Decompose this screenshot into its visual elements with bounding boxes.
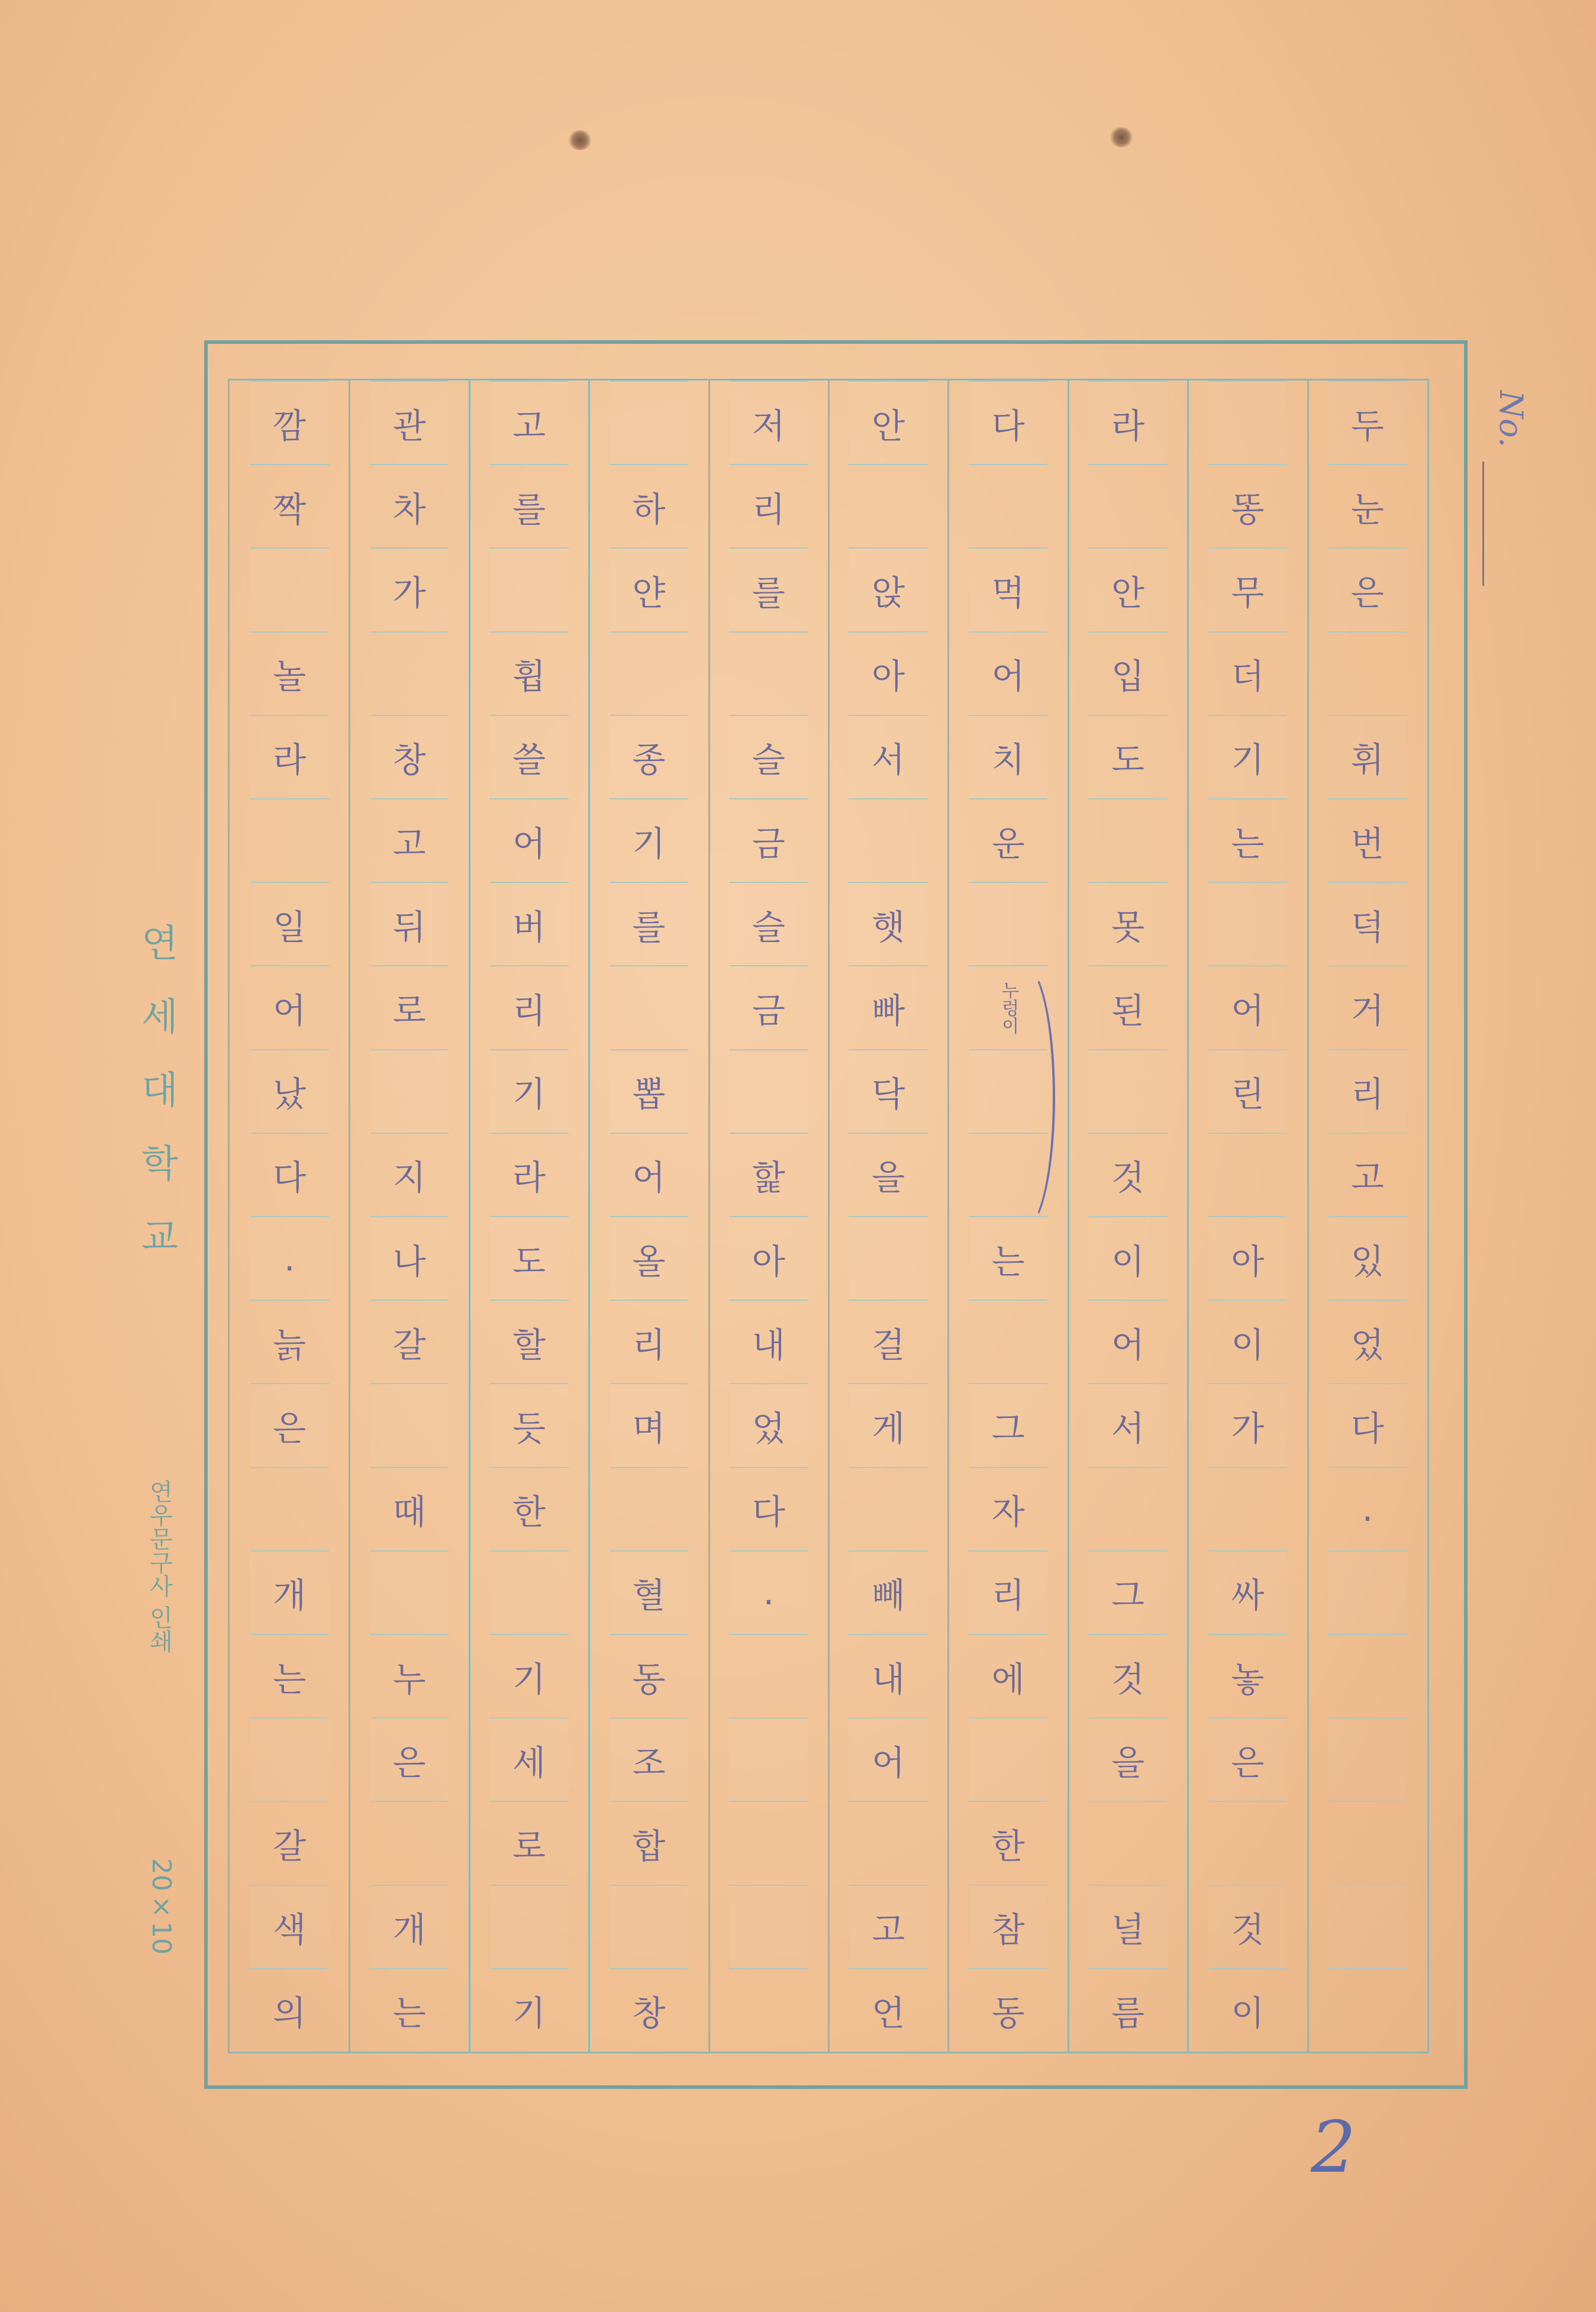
manuscript-cell: 리 bbox=[969, 1550, 1048, 1634]
manuscript-cell: 버 bbox=[489, 882, 569, 965]
manuscript-cell bbox=[1208, 1801, 1288, 1884]
manuscript-cell: 입 bbox=[1088, 631, 1168, 715]
manuscript-cell bbox=[370, 1550, 449, 1634]
manuscript-cell: 휘 bbox=[1328, 715, 1407, 798]
manuscript-cell: 지 bbox=[370, 1133, 449, 1216]
manuscript-cell bbox=[849, 798, 928, 882]
manuscript-cell bbox=[610, 381, 689, 464]
manuscript-cell: 금 bbox=[729, 965, 808, 1049]
manuscript-cell bbox=[489, 1550, 569, 1634]
manuscript-cell: 그 bbox=[1088, 1550, 1168, 1634]
manuscript-cell bbox=[729, 1634, 808, 1717]
manuscript-cell: 일 bbox=[250, 882, 329, 965]
manuscript-cell: 세 bbox=[489, 1717, 569, 1801]
manuscript-cell: 리 bbox=[489, 965, 569, 1049]
manuscript-cell: 창 bbox=[610, 1968, 689, 2052]
manuscript-cell: 뽑 bbox=[610, 1049, 689, 1133]
punch-hole-left bbox=[568, 130, 592, 150]
manuscript-cell: 어 bbox=[969, 631, 1048, 715]
manuscript-cell: 누 bbox=[370, 1634, 449, 1717]
printer-label: 연우문구사 인쇄 bbox=[146, 1479, 173, 1653]
manuscript-cell: 거 bbox=[1328, 965, 1407, 1049]
column-divider bbox=[469, 381, 470, 2052]
manuscript-column bbox=[1328, 381, 1407, 2052]
manuscript-cell: 서 bbox=[1088, 1383, 1168, 1466]
manuscript-cell bbox=[849, 1801, 928, 1884]
manuscript-cell bbox=[969, 464, 1048, 547]
manuscript-cell: 도 bbox=[1088, 715, 1168, 798]
manuscript-cell bbox=[969, 882, 1048, 965]
manuscript-cell: 올 bbox=[610, 1216, 689, 1300]
manuscript-cell: 은 bbox=[1328, 547, 1407, 631]
manuscript-cell: 관 bbox=[370, 381, 449, 464]
manuscript-cell: 개 bbox=[250, 1550, 329, 1634]
manuscript-cell: 더 bbox=[1208, 631, 1288, 715]
manuscript-cell: 싸 bbox=[1208, 1550, 1288, 1634]
manuscript-cell: 조 bbox=[610, 1717, 689, 1801]
manuscript-column bbox=[849, 381, 928, 2052]
manuscript-cell bbox=[969, 1717, 1048, 1801]
manuscript-column bbox=[370, 381, 449, 2052]
manuscript-cell: . bbox=[729, 1550, 808, 1634]
manuscript-cell: 갈 bbox=[370, 1300, 449, 1383]
manuscript-cell bbox=[1328, 1717, 1407, 1801]
manuscript-cell: 는 bbox=[250, 1634, 329, 1717]
manuscript-cell: 자 bbox=[969, 1467, 1048, 1550]
manuscript-cell: 기 bbox=[1208, 715, 1288, 798]
manuscript-cell: 게 bbox=[849, 1383, 928, 1466]
manuscript-cell: 차 bbox=[370, 464, 449, 547]
manuscript-cell: 다 bbox=[729, 1467, 808, 1550]
manuscript-cell: 을 bbox=[849, 1133, 928, 1216]
manuscript-cell: 라 bbox=[489, 1133, 569, 1216]
manuscript-cell bbox=[1208, 1467, 1288, 1550]
manuscript-cell: 기 bbox=[610, 798, 689, 882]
university-name: 연세대학교 bbox=[134, 923, 178, 1290]
manuscript-cell: 두 bbox=[1328, 381, 1407, 464]
manuscript-cell: 고 bbox=[849, 1885, 928, 1968]
manuscript-column bbox=[1208, 381, 1288, 2052]
manuscript-cell: 슬 bbox=[729, 882, 808, 965]
manuscript-cell bbox=[489, 1885, 569, 1968]
manuscript-cell: 때 bbox=[370, 1467, 449, 1550]
manuscript-cell: 이 bbox=[1208, 1300, 1288, 1383]
manuscript-cell: 눈 bbox=[1328, 464, 1407, 547]
manuscript-cell bbox=[610, 631, 689, 715]
manuscript-cell bbox=[1328, 1550, 1407, 1634]
manuscript-cell bbox=[1328, 1801, 1407, 1884]
manuscript-cell bbox=[250, 547, 329, 631]
manuscript-cell: 다 bbox=[250, 1133, 329, 1216]
manuscript-cell bbox=[849, 1467, 928, 1550]
manuscript-cell: 가 bbox=[1208, 1383, 1288, 1466]
manuscript-cell: 아 bbox=[1208, 1216, 1288, 1300]
manuscript-cell: 한 bbox=[489, 1467, 569, 1550]
manuscript-cell: 는 bbox=[1208, 798, 1288, 882]
manuscript-cell: 고 bbox=[489, 381, 569, 464]
manuscript-cell: . bbox=[1328, 1467, 1407, 1550]
manuscript-cell: 안 bbox=[849, 381, 928, 464]
manuscript-cell bbox=[1328, 1634, 1407, 1717]
manuscript-cell bbox=[250, 798, 329, 882]
manuscript-cell: 닥 bbox=[849, 1049, 928, 1133]
manuscript-cell bbox=[1208, 1133, 1288, 1216]
manuscript-cell: 것 bbox=[1088, 1133, 1168, 1216]
manuscript-cell: 놓 bbox=[1208, 1634, 1288, 1717]
manuscript-cell: 똥 bbox=[1208, 464, 1288, 547]
manuscript-column bbox=[489, 381, 569, 2052]
manuscript-cell: 어 bbox=[1088, 1300, 1168, 1383]
manuscript-cell: 색 bbox=[250, 1885, 329, 1968]
manuscript-cell bbox=[729, 1717, 808, 1801]
manuscript-cell: 를 bbox=[610, 882, 689, 965]
manuscript-cell bbox=[1088, 1801, 1168, 1884]
manuscript-cell bbox=[1088, 798, 1168, 882]
manuscript-cell bbox=[849, 464, 928, 547]
manuscript-cell: 라 bbox=[250, 715, 329, 798]
manuscript-cell: 이 bbox=[1208, 1968, 1288, 2052]
manuscript-cell: 빠 bbox=[849, 965, 928, 1049]
manuscript-cell: 어 bbox=[610, 1133, 689, 1216]
manuscript-cell: 로 bbox=[489, 1801, 569, 1884]
manuscript-cell: 도 bbox=[489, 1216, 569, 1300]
manuscript-cell: 혈 bbox=[610, 1550, 689, 1634]
manuscript-cell bbox=[729, 631, 808, 715]
manuscript-cell: 에 bbox=[969, 1634, 1048, 1717]
manuscript-cell bbox=[370, 1383, 449, 1466]
manuscript-cell: 로 bbox=[370, 965, 449, 1049]
column-divider bbox=[828, 381, 830, 2052]
manuscript-cell: 놀 bbox=[250, 631, 329, 715]
manuscript-cell: 앉 bbox=[849, 547, 928, 631]
manuscript-cell bbox=[1208, 882, 1288, 965]
manuscript-cell: 어 bbox=[1208, 965, 1288, 1049]
manuscript-cell: 빼 bbox=[849, 1550, 928, 1634]
manuscript-cell: 금 bbox=[729, 798, 808, 882]
manuscript-cell: 덕 bbox=[1328, 882, 1407, 965]
manuscript-cell: 갈 bbox=[250, 1801, 329, 1884]
manuscript-cell: 창 bbox=[370, 715, 449, 798]
manuscript-cell: 무 bbox=[1208, 547, 1288, 631]
manuscript-cell: 번 bbox=[1328, 798, 1407, 882]
manuscript-cell: 있 bbox=[1328, 1216, 1407, 1300]
manuscript-cell: 이 bbox=[1088, 1216, 1168, 1300]
manuscript-cell: 휩 bbox=[489, 631, 569, 715]
manuscript-cell: 얀 bbox=[610, 547, 689, 631]
manuscript-cell: 먹 bbox=[969, 547, 1048, 631]
manuscript-cell: 쓸 bbox=[489, 715, 569, 798]
manuscript-cell: 고 bbox=[370, 798, 449, 882]
manuscript-cell: 는 bbox=[370, 1968, 449, 2052]
manuscript-cell bbox=[610, 1467, 689, 1550]
column-divider bbox=[349, 381, 350, 2052]
manuscript-cell bbox=[729, 1885, 808, 1968]
manuscript-cell: 슬 bbox=[729, 715, 808, 798]
manuscript-cell: 다 bbox=[969, 381, 1048, 464]
manuscript-cell: 못 bbox=[1088, 882, 1168, 965]
manuscript-cell bbox=[1328, 631, 1407, 715]
manuscript-cell: 었 bbox=[729, 1383, 808, 1466]
manuscript-cell: 운 bbox=[969, 798, 1048, 882]
manuscript-cell: 핥 bbox=[729, 1133, 808, 1216]
column-divider bbox=[588, 381, 590, 2052]
manuscript-cell: 짝 bbox=[250, 464, 329, 547]
manuscript-cell bbox=[370, 1801, 449, 1884]
manuscript-cell bbox=[1328, 1885, 1407, 1968]
manuscript-cell: 것 bbox=[1208, 1885, 1288, 1968]
manuscript-cell: 것 bbox=[1088, 1634, 1168, 1717]
manuscript-cell: 기 bbox=[489, 1968, 569, 2052]
manuscript-cell: 나 bbox=[370, 1216, 449, 1300]
insertion-mark bbox=[994, 965, 1055, 1230]
manuscript-cell: 된 bbox=[1088, 965, 1168, 1049]
manuscript-cell: 을 bbox=[1088, 1717, 1168, 1801]
column-divider bbox=[1307, 381, 1309, 2052]
manuscript-cell bbox=[1088, 1467, 1168, 1550]
manuscript-cell: 동 bbox=[969, 1968, 1048, 2052]
manuscript-cell bbox=[1088, 464, 1168, 547]
punch-hole-right bbox=[1110, 127, 1133, 147]
manuscript-cell: 개 bbox=[370, 1885, 449, 1968]
manuscript-cell bbox=[1088, 1049, 1168, 1133]
manuscript-cell bbox=[849, 1216, 928, 1300]
manuscript-cell: 은 bbox=[370, 1717, 449, 1801]
manuscript-cell: 깜 bbox=[250, 381, 329, 464]
manuscript-cell bbox=[1328, 1968, 1407, 2052]
manuscript-cell: 서 bbox=[849, 715, 928, 798]
manuscript-cell: 를 bbox=[729, 547, 808, 631]
manuscript-cell: 내 bbox=[729, 1300, 808, 1383]
manuscript-cell: 어 bbox=[489, 798, 569, 882]
manuscript-cell bbox=[250, 1467, 329, 1550]
manuscript-cell: 언 bbox=[849, 1968, 928, 2052]
column-divider bbox=[947, 381, 949, 2052]
manuscript-cell: 기 bbox=[489, 1634, 569, 1717]
manuscript-cell: 하 bbox=[610, 464, 689, 547]
manuscript-cell: 누렁이 bbox=[969, 965, 1048, 1049]
manuscript-cell: 듯 bbox=[489, 1383, 569, 1466]
manuscript-cell: 를 bbox=[489, 464, 569, 547]
manuscript-cell bbox=[610, 1885, 689, 1968]
column-divider bbox=[1187, 381, 1189, 2052]
manuscript-cell: 다 bbox=[1328, 1383, 1407, 1466]
manuscript-cell: 널 bbox=[1088, 1885, 1168, 1968]
column-divider bbox=[1068, 381, 1069, 2052]
manuscript-cell: 며 bbox=[610, 1383, 689, 1466]
manuscript-cell: 리 bbox=[729, 464, 808, 547]
manuscript-cell bbox=[729, 1049, 808, 1133]
manuscript-column bbox=[1088, 381, 1168, 2052]
manuscript-cell: 한 bbox=[969, 1801, 1048, 1884]
manuscript-cell bbox=[969, 1300, 1048, 1383]
manuscript-cell: 걸 bbox=[849, 1300, 928, 1383]
column-divider bbox=[708, 381, 710, 2052]
manuscript-cell: 름 bbox=[1088, 1968, 1168, 2052]
manuscript-cell: 은 bbox=[1208, 1717, 1288, 1801]
manuscript-cell bbox=[610, 965, 689, 1049]
manuscript-cell bbox=[370, 1049, 449, 1133]
manuscript-cell: 어 bbox=[849, 1717, 928, 1801]
manuscript-cell: 뒤 bbox=[370, 882, 449, 965]
manuscript-cell: 동 bbox=[610, 1634, 689, 1717]
manuscript-cell bbox=[489, 547, 569, 631]
manuscript-cell: 치 bbox=[969, 715, 1048, 798]
manuscript-cell bbox=[729, 1801, 808, 1884]
manuscript-cell: 리 bbox=[610, 1300, 689, 1383]
manuscript-cell bbox=[250, 1717, 329, 1801]
manuscript-grid bbox=[228, 379, 1429, 2053]
manuscript-column bbox=[729, 381, 808, 2052]
manuscript-cell: 기 bbox=[489, 1049, 569, 1133]
manuscript-cell: 내 bbox=[849, 1634, 928, 1717]
manuscript-cell: 린 bbox=[1208, 1049, 1288, 1133]
manuscript-cell: 햇 bbox=[849, 882, 928, 965]
manuscript-column bbox=[610, 381, 689, 2052]
manuscript-cell: 리 bbox=[1328, 1049, 1407, 1133]
manuscript-cell: 났 bbox=[250, 1049, 329, 1133]
number-label: No. bbox=[1492, 391, 1530, 447]
manuscript-cell: 저 bbox=[729, 381, 808, 464]
manuscript-cell: . bbox=[250, 1216, 329, 1300]
manuscript-cell: 아 bbox=[849, 631, 928, 715]
manuscript-cell bbox=[729, 1968, 808, 2052]
manuscript-cell: 가 bbox=[370, 547, 449, 631]
number-underline bbox=[1482, 462, 1484, 586]
manuscript-cell: 의 bbox=[250, 1968, 329, 2052]
manuscript-cell: 라 bbox=[1088, 381, 1168, 464]
manuscript-cell: 고 bbox=[1328, 1133, 1407, 1216]
manuscript-cell: 안 bbox=[1088, 547, 1168, 631]
grid-size-label: 20×10 bbox=[146, 1858, 176, 1955]
manuscript-cell: 종 bbox=[610, 715, 689, 798]
manuscript-cell bbox=[370, 631, 449, 715]
manuscript-cell bbox=[1208, 381, 1288, 464]
manuscript-cell: 합 bbox=[610, 1801, 689, 1884]
manuscript-column bbox=[250, 381, 329, 2052]
manuscript-cell: 어 bbox=[250, 965, 329, 1049]
manuscript-cell: 할 bbox=[489, 1300, 569, 1383]
manuscript-cell: 아 bbox=[729, 1216, 808, 1300]
manuscript-cell: 는 bbox=[969, 1216, 1048, 1300]
manuscript-cell: 그 bbox=[969, 1383, 1048, 1466]
manuscript-cell: 참 bbox=[969, 1885, 1048, 1968]
manuscript-cell: 은 bbox=[250, 1383, 329, 1466]
manuscript-cell: 었 bbox=[1328, 1300, 1407, 1383]
manuscript-cell: 늙 bbox=[250, 1300, 329, 1383]
page-number: 2 bbox=[1311, 2107, 1356, 2189]
